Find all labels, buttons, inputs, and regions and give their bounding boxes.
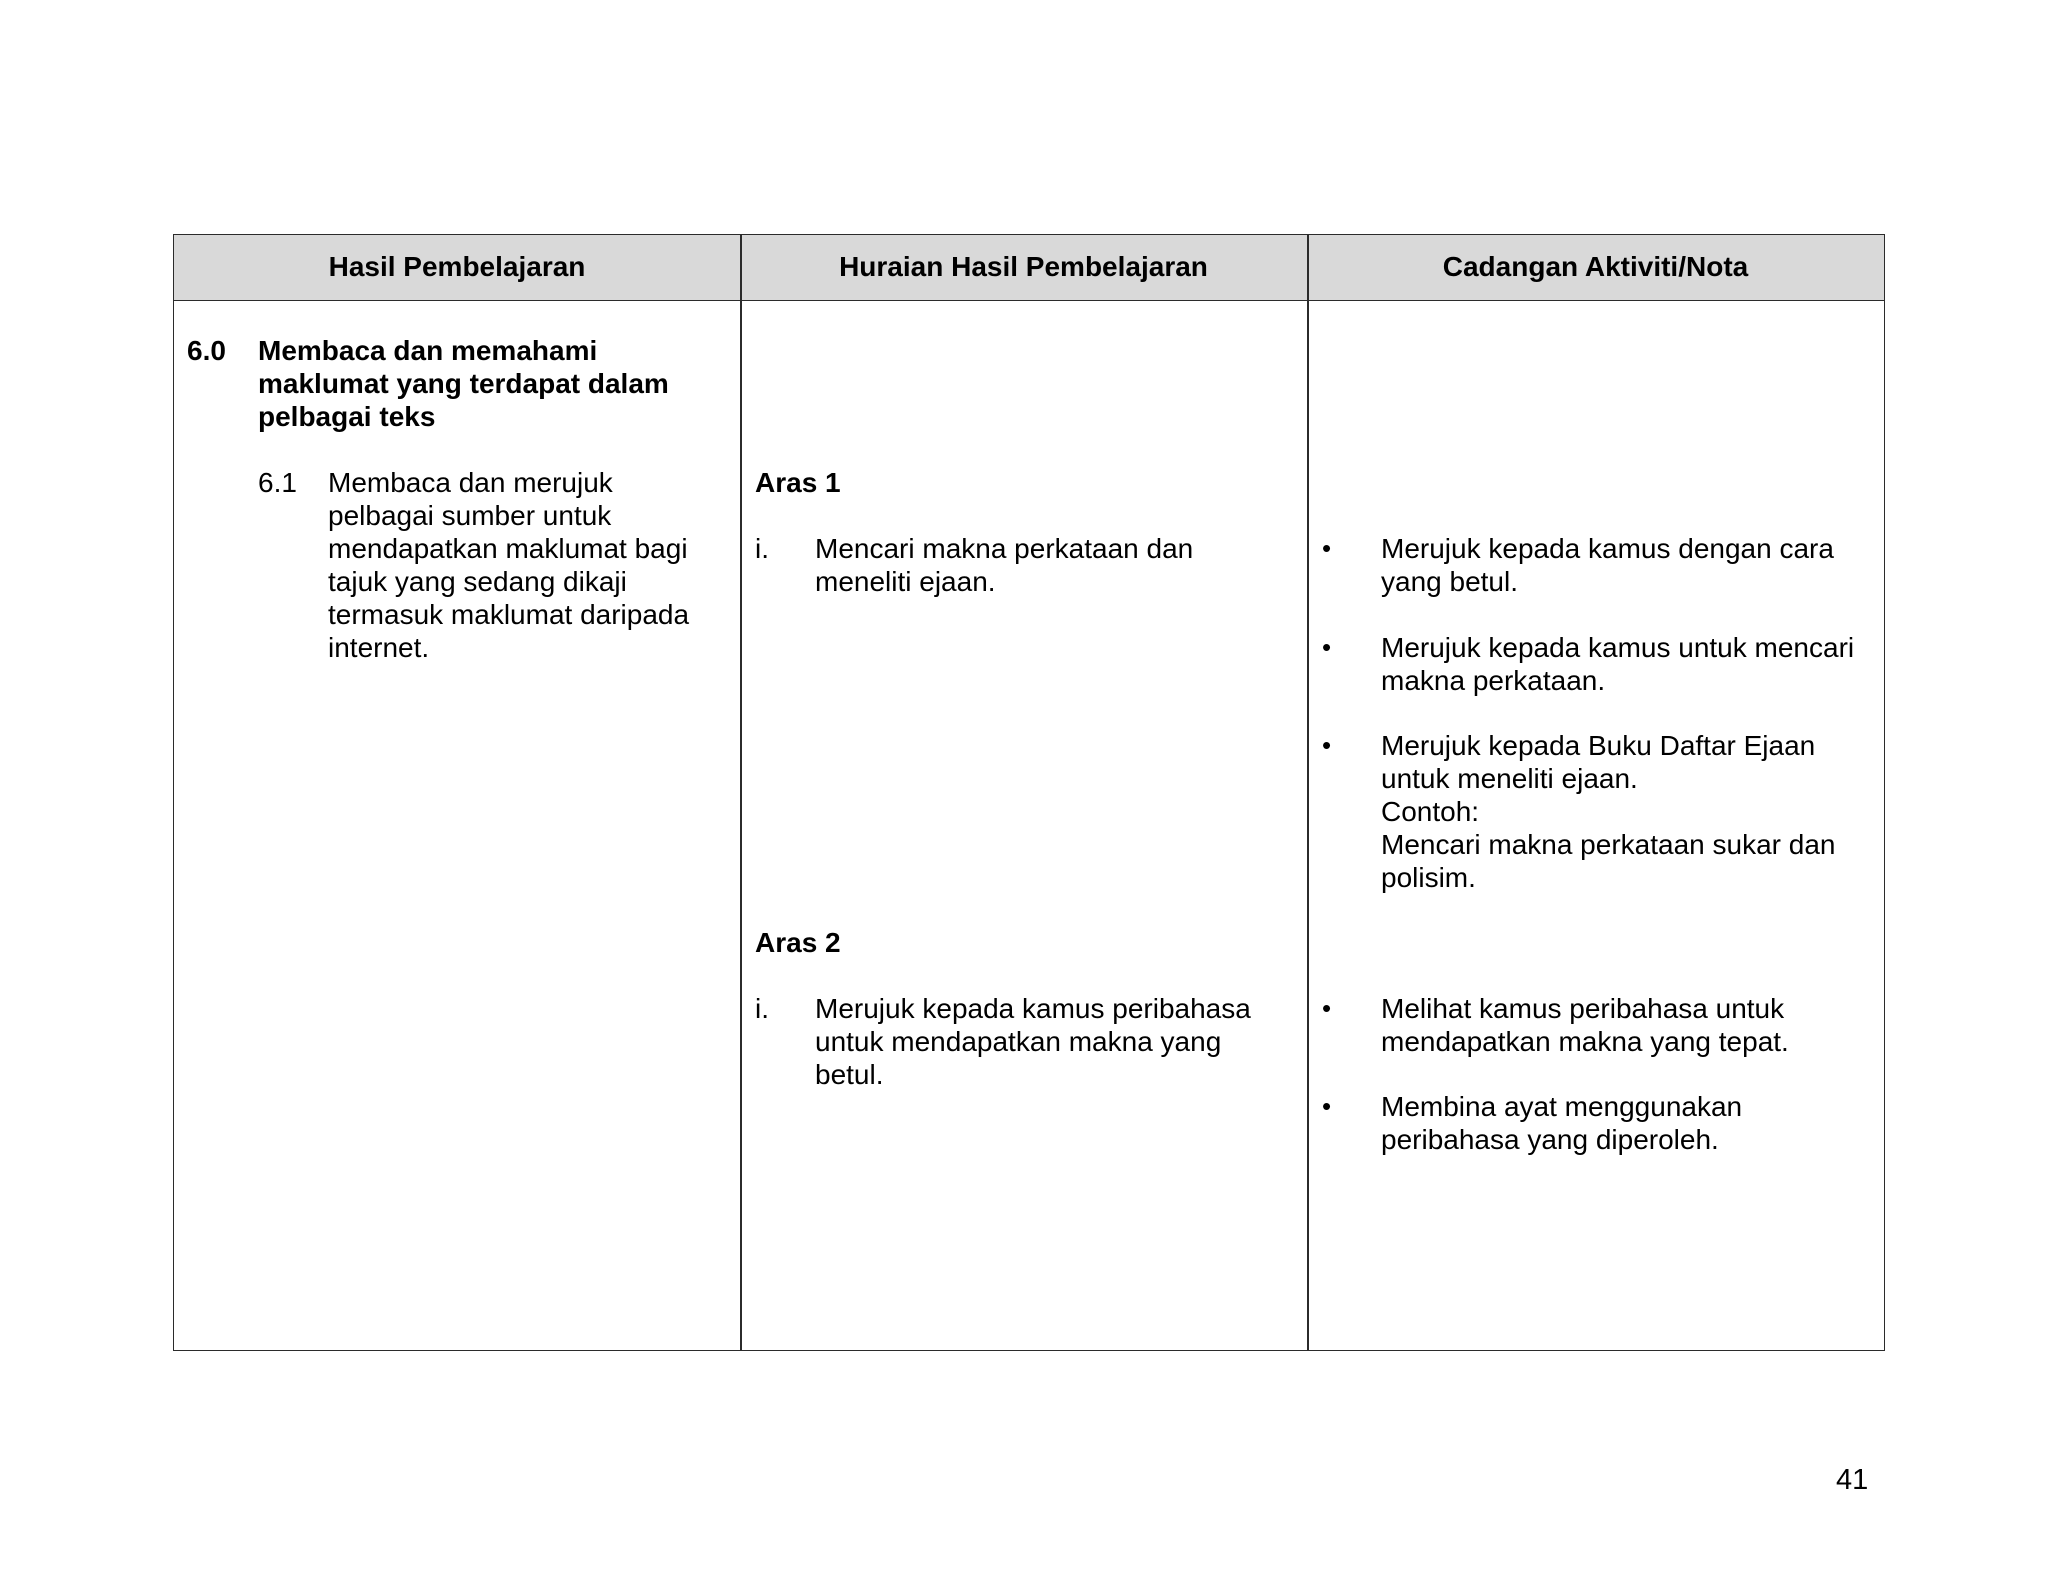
column-divider-2 <box>1307 235 1309 1350</box>
level-label-aras-1: Aras 1 <box>755 467 841 498</box>
bullet-item-5: Membina ayat menggunakan peribahasa yang diperoleh. <box>1381 1091 1743 1155</box>
column-divider-1 <box>740 235 742 1350</box>
level-label-aras-2: Aras 2 <box>755 927 841 958</box>
bullet-item-3: Merujuk kepada Buku Daftar Ejaan untuk meneliti ejaan. Contoh: Mencari makna perkataan sukar dan polisim. <box>1381 730 1836 893</box>
level-2-item-text: Merujuk kepada kamus peribahasa untuk mendapatkan makna yang betul. <box>815 993 1251 1090</box>
header-cadangan-aktiviti-nota: Cadangan Aktiviti/Nota <box>1442 251 1749 282</box>
bullet-marker-5: • <box>1322 1091 1332 1121</box>
level-2-item-marker: i. <box>755 993 769 1024</box>
header-huraian-hasil-pembelajaran: Huraian Hasil Pembelajaran <box>839 251 1208 282</box>
table-header-row <box>174 235 1884 301</box>
page-number: 41 <box>1836 1464 1869 1496</box>
bullet-marker-4: • <box>1322 993 1332 1023</box>
bullet-marker-1: • <box>1322 533 1332 563</box>
section-title: Membaca dan memahami maklumat yang terdapat dalam pelbagai teks <box>258 335 669 432</box>
section-number: 6.0 <box>187 335 226 366</box>
bullet-item-4: Melihat kamus peribahasa untuk mendapatkan makna yang tepat. <box>1381 993 1789 1057</box>
level-1-item-marker: i. <box>755 533 769 564</box>
subsection-number: 6.1 <box>258 467 297 498</box>
bullet-item-1: Merujuk kepada kamus dengan cara yang betul. <box>1381 533 1834 597</box>
header-hasil-pembelajaran: Hasil Pembelajaran <box>328 251 586 282</box>
bullet-item-2: Merujuk kepada kamus untuk mencari makna perkataan. <box>1381 632 1855 696</box>
level-1-item-text: Mencari makna perkataan dan meneliti ejaan. <box>815 533 1194 597</box>
bullet-marker-2: • <box>1322 632 1332 662</box>
bullet-marker-3: • <box>1322 730 1332 760</box>
subsection-text: Membaca dan merujuk pelbagai sumber untuk mendapatkan maklumat bagi tajuk yang sedang dikaji termasuk maklumat daripada internet. <box>328 467 690 663</box>
